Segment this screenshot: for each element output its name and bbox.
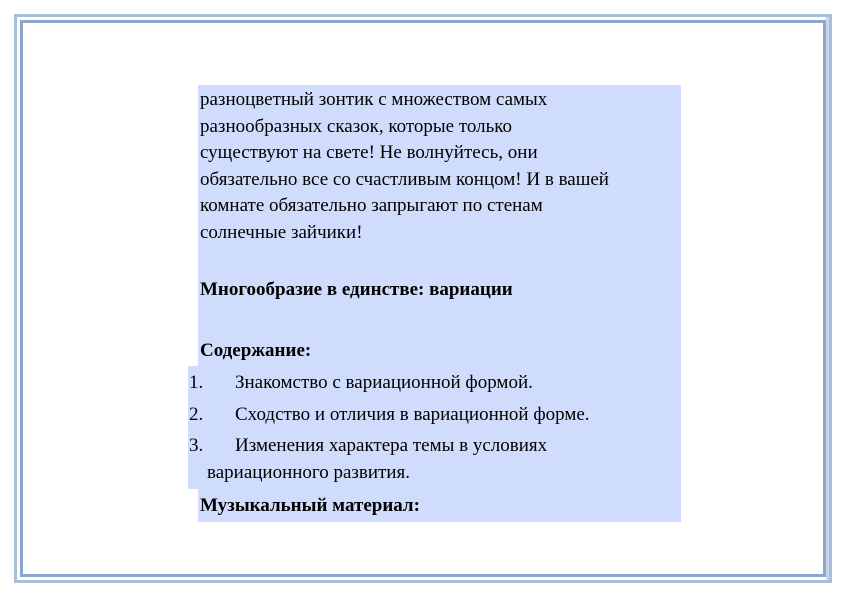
list-text: Изменения характера темы в условиях (235, 435, 548, 456)
intro-paragraph (200, 87, 678, 246)
list-item (189, 433, 669, 486)
list-number: 2. (189, 403, 204, 425)
list-item (189, 370, 669, 397)
list-text-continuation: вариационного развития. (207, 461, 411, 483)
list-item (189, 402, 669, 429)
intro-line: солнечные зайчики! (200, 221, 363, 243)
list-text: Сходство и отличия в вариационной форме. (235, 403, 590, 425)
list-text: Знакомство с вариационной формой. (235, 372, 533, 393)
list-number: 1. (189, 372, 204, 393)
heading-contents: Содержание: (200, 339, 312, 361)
intro-line: разнообразных сказок, которые только (200, 115, 513, 137)
intro-line: комнате обязательно запрыгают по стенам (200, 195, 543, 216)
list-number: 3. (189, 435, 204, 456)
intro-line: обязательно все со счастливым концом! И в вашей (200, 168, 609, 190)
document-text (200, 87, 678, 364)
heading-variations: Многообразие в единстве: вариации (200, 279, 513, 300)
intro-line: существуют на свете! Не волнуйтесь, они (200, 142, 538, 163)
contents-list (189, 370, 669, 491)
heading-music: Музыкальный материал: (200, 495, 420, 516)
intro-line: разноцветный зонтик с множеством самых (200, 89, 548, 110)
